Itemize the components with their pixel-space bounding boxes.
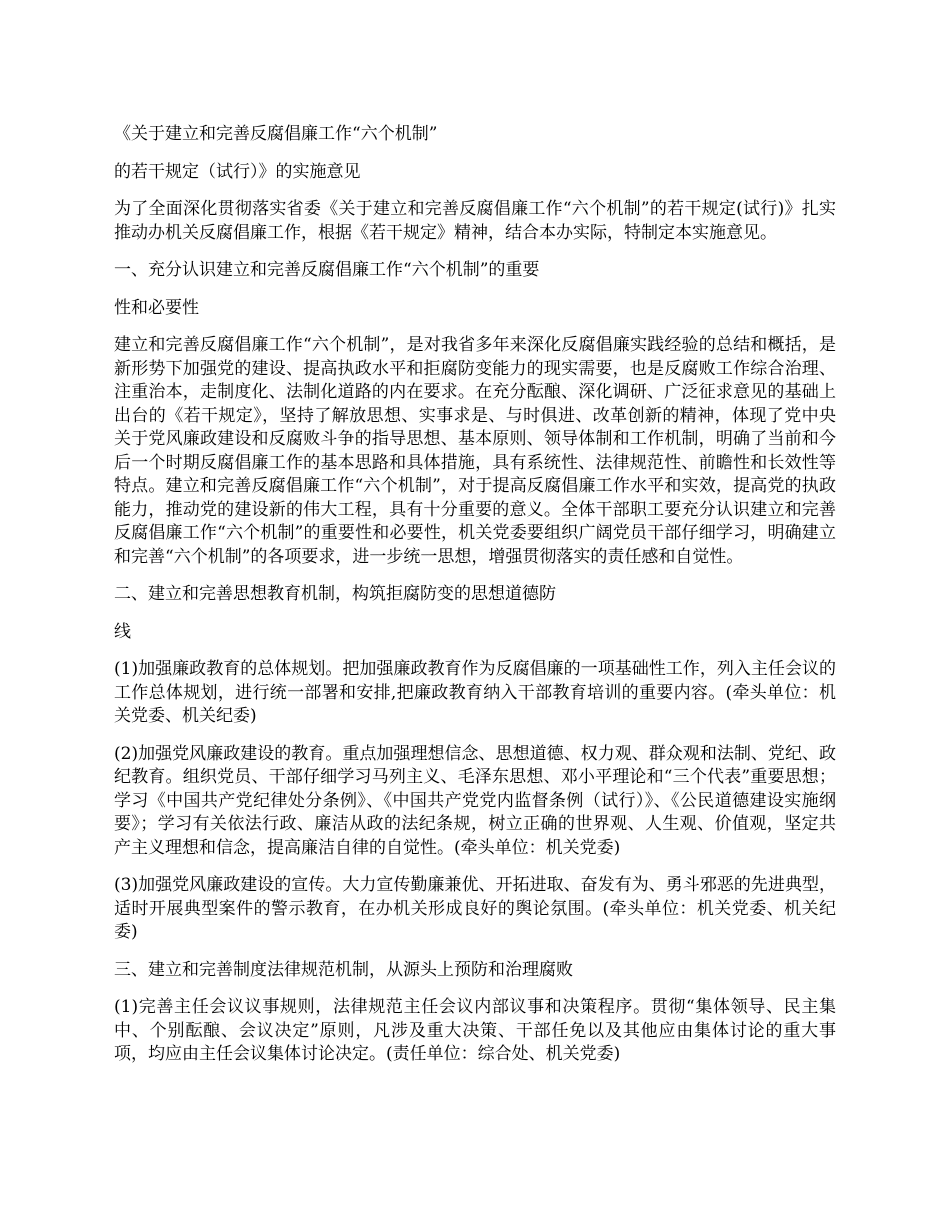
section1-heading-line-1: 一、充分认识建立和完善反腐倡廉工作“六个机制”的重要	[114, 260, 540, 280]
intro-paragraph: 为了全面深化贯彻落实省委《关于建立和完善反腐倡廉工作“六个机制”的若干规定(试行)》扎实推动办机关反腐倡廉工作，根据《若干规定》精神，结合本办实际，特制定本实施意见。	[114, 199, 836, 243]
document-title-line-2: 的若干规定（试行）》的实施意见	[114, 161, 361, 182]
document-page	[114, 123, 836, 1081]
section2-heading-line-1: 二、建立和完善思想教育机制，构筑拒腐防变的思想道德防	[114, 584, 556, 604]
section1-body: 建立和完善反腐倡廉工作“六个机制”，是对我省多年来深化反腐倡廉实践经验的总结和概括，是新形势下加强党的建设、提高执政水平和拒腐防变能力的现实需要，也是反腐败工作综合治理、注重治本，走制度化、法制化道路的内在要求。在充分酝酿、深化调研、广泛征求意见的基础上出台的《若干规定》，坚持了解放思想、实事求是、与时俱进、改革创新的精神，体现了党中央关于党风廉政建设和反腐败斗争的指导思想、基本原则、领导体制和工作机制，明确了当前和今后一个时期反腐倡廉工作的基本思路和具体措施，具有系统性、法律规范性、前瞻性和长效性等特点。建立和完善反腐倡廉工作“六个机制”，对于提高反腐倡廉工作水平和实效，提高党的执政能力，推动党的建设新的伟大工程，具有十分重要的意义。全体干部职工要充分认识建立和完善反腐倡廉工作“六个机制”的重要性和必要性，机关党委要组织广阔党员干部仔细学习，明确建立和完善“六个机制”的各项要求，进一步统一思想，增强贯彻落实的责任感和自觉性。	[114, 335, 836, 567]
section2-item-2: (2)加强党风廉政建设的教育。重点加强理想信念、思想道德、权力观、群众观和法制、党纪、政纪教育。组织党员、干部仔细学习马列主义、毛泽东思想、邓小平理论和“三个代表”重要思想；学习《中国共产党纪律处分条例》、《中国共产党党内监督条例（试行）》、《公民道德建设实施纲要》；学习有关依法行政、廉洁从政的法纪条规，树立正确的世界观、人生观、价值观，坚定共产主义理想和信念，提高廉洁自律的自觉性。(牵头单位：机关党委)	[114, 743, 836, 858]
section3-heading: 三、建立和完善制度法律规范机制，从源头上预防和治理腐败	[114, 959, 573, 980]
section3-item-1: (1)完善主任会议议事规则，法律规范主任会议内部议事和决策程序。贯彻“集体领导、民主集中、个别酝酿、会议决定”原则，凡涉及重大决策、干部任免以及其他应由集体讨论的重大事项，均应由主任会议集体讨论决定。(责任单位：综合处、机关党委)	[114, 997, 836, 1064]
section2-item-3: (3)加强党风廉政建设的宣传。大力宣传勤廉兼优、开拓进取、奋发有为、勇斗邪恶的先进典型，适时开展典型案件的警示教育，在办机关形成良好的舆论氛围。(牵头单位：机关党委、机关纪委)	[114, 875, 836, 942]
section2-heading-line-2: 线	[114, 621, 131, 642]
section2-item-1: (1)加强廉政教育的总体规划。把加强廉政教育作为反腐倡廉的一项基础性工作，列入主任会议的工作总体规划，进行统一部署和安排,把廉政教育纳入干部教育培训的重要内容。(牵头单位：机关党委、机关纪委)	[114, 659, 836, 726]
section1-heading-line-2: 性和必要性	[114, 297, 199, 318]
document-title-line-1: 《关于建立和完善反腐倡廉工作“六个机制”	[114, 124, 438, 144]
